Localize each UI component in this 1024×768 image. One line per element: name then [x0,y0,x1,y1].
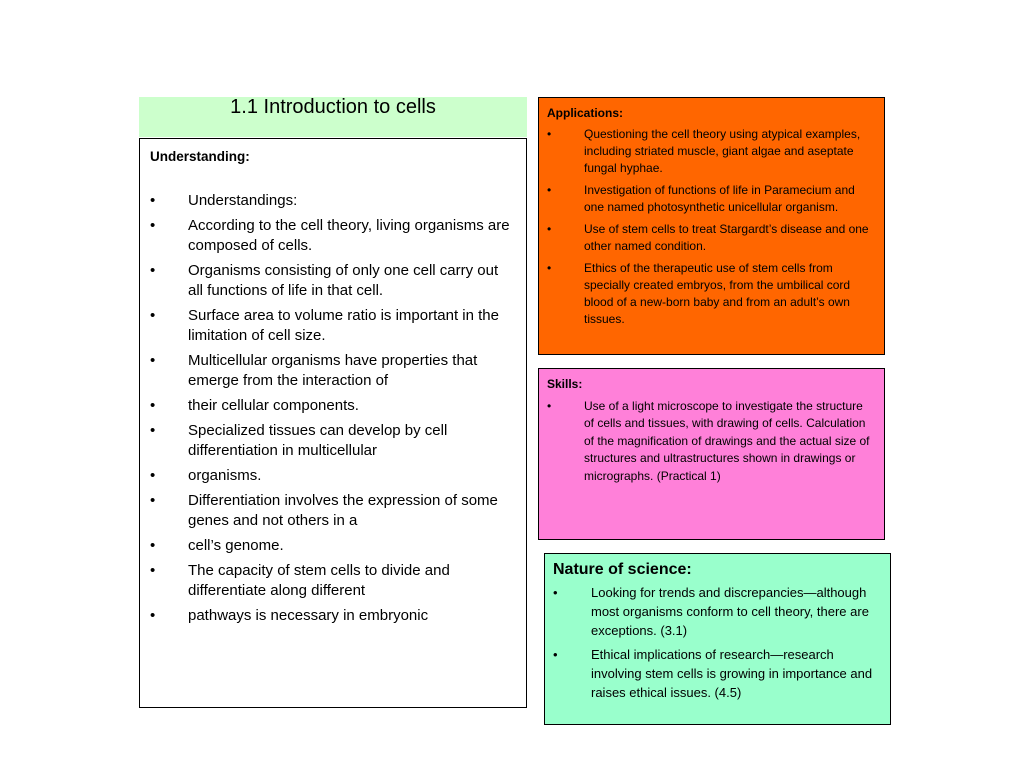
list-item: • Use of a light microscope to investigate the structure of cells and tissues, with drawing of cells. Calculation of the magnification of drawings and the actual size of structures and ultrastructures shown in drawings or micrographs. (Practical 1) [547,398,870,483]
bullet: • [547,261,552,275]
bullet: • [150,537,156,554]
list-item: • The capacity of stem cells to divide and differentiate along different [150,562,450,599]
bullet: • [150,192,156,209]
list-item: • Specialized tissues can develop by cell differentiation in multicellular [150,422,448,459]
understanding-heading: Understanding: [150,149,250,164]
list-item: • their cellular components. [150,397,359,414]
applications-heading: Applications: [547,106,624,120]
list-item: • organisms. [150,467,262,484]
bullet: • [150,422,156,439]
list-item: • pathways is necessary in embryonic [150,607,429,624]
applications-list [547,126,876,328]
list-item: • Ethical implications of research—research involving stem cells is growing in importance and raises ethical issues. (4.5) [553,647,873,700]
bullet: • [150,492,156,509]
list-item: • Ethics of the therapeutic use of stem cells from specially created embryos, from the umbilical cord blood of a new-born baby and from an adult’s own tissues. [547,261,851,326]
list-item: • Differentiation involves the expression of some genes and not others in a [150,492,498,529]
bullet: • [150,217,156,234]
bullet: • [547,127,552,141]
understanding-panel [139,138,527,708]
skills-list [547,398,876,486]
bullet: • [553,647,558,662]
bullet: • [547,398,552,413]
bullet: • [150,607,156,624]
applications-panel [538,97,885,355]
list-item: • Use of stem cells to treat Stargardt’s disease and one other named condition. [547,222,869,253]
list-item: • Investigation of functions of life in Paramecium and one named photosynthetic unicellular organism. [547,183,855,214]
bullet: • [553,585,558,600]
list-item: • Looking for trends and discrepancies—although most organisms conform to cell theory, there are exceptions. (3.1) [553,585,869,638]
page-title: 1.1 Introduction to cells [230,96,436,118]
list-item: • cell’s genome. [150,537,284,554]
bullet: • [150,352,156,369]
list-item: • Organisms consisting of only one cell carry out all functions of life in that cell. [150,262,499,299]
bullet: • [150,397,156,414]
page-title-panel [139,97,527,137]
bullet: • [150,467,156,484]
list-item: • Surface area to volume ratio is important in the limitation of cell size. [150,307,499,344]
bullet: • [547,222,552,236]
nature-of-science-panel [544,553,891,725]
understanding-list [150,191,516,626]
list-item: • According to the cell theory, living organisms are composed of cells. [150,217,510,254]
skills-heading: Skills: [547,377,583,391]
nature-of-science-list [553,583,882,702]
list-item: • Questioning the cell theory using atypical examples, including striated muscle, giant algae and aseptate fungal hyphae. [547,127,861,175]
nature-of-science-heading: Nature of science: [553,561,692,578]
bullet: • [150,562,156,579]
list-item: • Multicellular organisms have properties that emerge from the interaction of [150,352,478,389]
bullet: • [150,307,156,324]
skills-panel [538,368,885,540]
bullet: • [547,183,552,197]
list-item: • Understandings: [150,192,298,209]
bullet: • [150,262,156,279]
